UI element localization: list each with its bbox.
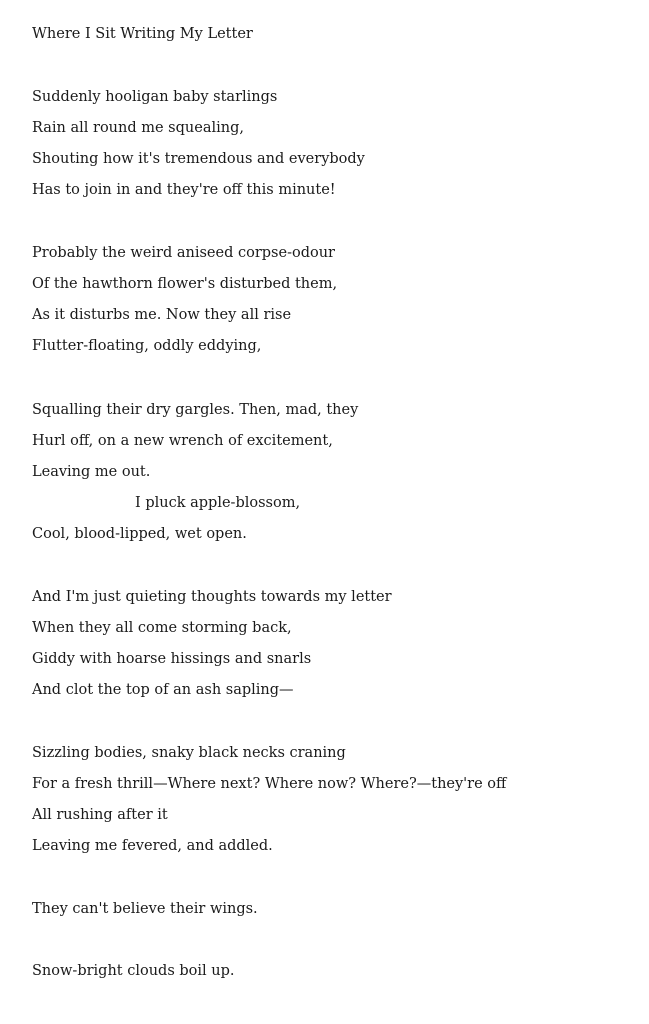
poem-line: Rain all round me squealing,	[32, 120, 244, 136]
poem-line: Suddenly hooligan baby starlings	[32, 89, 278, 105]
poem-line: Probably the weird aniseed corpse-odour	[32, 245, 335, 261]
poem-line: Leaving me out.	[32, 464, 151, 480]
poem-line: Shouting how it's tremendous and everybody	[32, 151, 365, 167]
poem-line: When they all come storming back,	[32, 620, 292, 636]
poem-line: Hurl off, on a new wrench of excitement,	[32, 433, 333, 449]
poem-line-indented: I pluck apple-blossom,	[135, 495, 301, 511]
poem-line: Has to join in and they're off this minute!	[32, 182, 336, 198]
poem-line: They can't believe their wings.	[32, 901, 258, 917]
poem-line: Sizzling bodies, snaky black necks craning	[32, 745, 346, 761]
poem-line: All rushing after it	[32, 807, 168, 823]
poem-title: Where I Sit Writing My Letter	[32, 26, 253, 42]
poem-line: For a fresh thrill—Where next? Where now? Where?—they're off	[32, 776, 507, 792]
poem-line: Flutter-floating, oddly eddying,	[32, 338, 262, 354]
poem-line: Squalling their dry gargles. Then, mad, they	[32, 402, 359, 418]
poem-line: Of the hawthorn flower's disturbed them,	[32, 276, 338, 292]
poem-line: As it disturbs me. Now they all rise	[32, 307, 292, 323]
poem-line: Giddy with hoarse hissings and snarls	[32, 651, 312, 667]
poem-line: And clot the top of an ash sapling—	[32, 682, 294, 698]
poem-line: Snow-bright clouds boil up.	[32, 963, 235, 979]
poem-line: Cool, blood-lipped, wet open.	[32, 526, 247, 542]
poem-line: Leaving me fevered, and addled.	[32, 838, 273, 854]
poem-line: And I'm just quieting thoughts towards my letter	[32, 589, 392, 605]
